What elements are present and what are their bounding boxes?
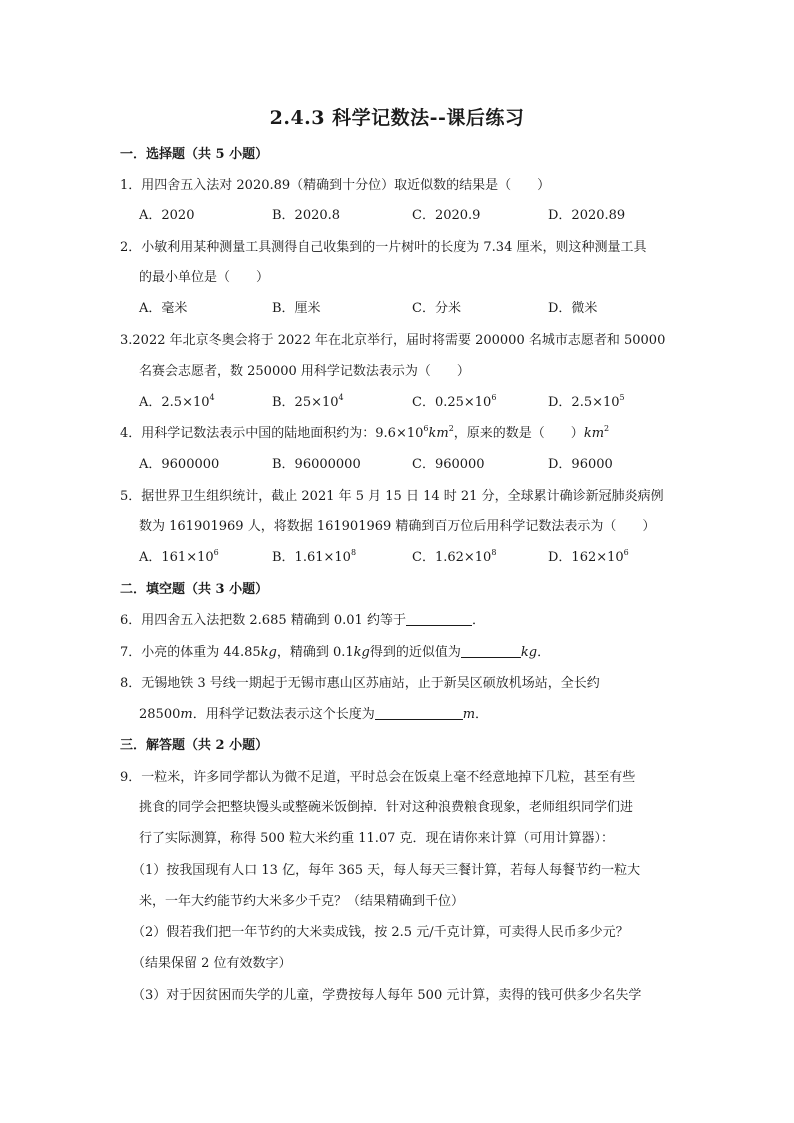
option-d: D．$2.5\times 10^5$ <box>548 393 625 410</box>
option-c: C．2020.9 <box>412 208 481 223</box>
option-b: B．厘米 <box>272 301 321 316</box>
question-9-part-1-line-1: （1）按我国现有人口 13 亿，每年 365 天，每人每天三餐计算，若每人每餐节约一粒大 <box>132 863 641 878</box>
question-8-line-2: 28500m．用科学记数法表示这个长度为 m． <box>139 707 489 722</box>
option-c: C．$0.25\times 10^6$ <box>412 393 497 410</box>
question-8-line-1: 8．无锡地铁 3 号线一期起于无锡市惠山区苏庙站，止于新吴区硕放机场站，全长约 <box>120 676 600 691</box>
option-a: A．$161\times 10^6$ <box>139 548 219 565</box>
document-title: 2.4.3 科学记数法--课后练习 <box>269 107 525 129</box>
question-7-text: 7．小亮的体重为 44.85kg，精确到 0.1kg得到的近似值为 kg． <box>120 645 551 660</box>
question-4-text: 4．用科学记数法表示中国的陆地面积约为：$9.6\times 10^6km^2$，原来的数是（ ）$km^2$ <box>120 424 610 441</box>
question-9-line-1: 9．一粒米，许多同学都认为微不足道，平时总会在饭桌上毫不经意地掉下几粒，甚至有些 <box>120 770 636 785</box>
option-b: B．$25\times 10^4$ <box>272 393 344 410</box>
section-heading-fill: 二．填空题（共 3 小题） <box>120 582 269 597</box>
option-b: B．2020.8 <box>272 208 341 223</box>
question-9-line-2: 挑食的同学会把整块馒头或整碗米饭倒掉．针对这种浪费粮食现象，老师组织同学们进 <box>139 800 634 815</box>
option-d: D．96000 <box>548 457 613 472</box>
option-b: B．96000000 <box>272 457 361 472</box>
question-9-line-3: 行了实际测算，称得 500 粒大米约重 11.07 克．现在请你来计算（可用计算器）： <box>139 831 615 846</box>
question-5-line-1: 5．据世界卫生组织统计，截止 2021 年 5 月 15 日 14 时 21 分，全球累计确诊新冠肺炎病例 <box>120 489 664 504</box>
option-d: D．$162\times 10^6$ <box>548 548 629 565</box>
option-a: A．毫米 <box>139 301 188 316</box>
option-a: A．2020 <box>139 208 195 223</box>
question-2-line-2: 的最小单位是（ ） <box>139 270 270 285</box>
question-2-line-1: 2．小敏利用某种测量工具测得自己收集到的一片树叶的长度为 7.34 厘米，则这种测量工具 <box>120 240 647 255</box>
question-5-line-2: 数为 161901969 人，将数据 161901969 精确到百万位后用科学记数法表示为（ ） <box>139 519 656 534</box>
question-6-text: 6．用四舍五入法把数 2.685 精确到 0.01 约等于 ． <box>120 613 485 628</box>
option-b: B．$1.61\times 10^8$ <box>272 548 357 565</box>
question-3-line-2: 名赛会志愿者，数 250000 用科学记数法表示为（ ） <box>139 364 470 379</box>
section-heading-choice: 一．选择题（共 5 小题） <box>120 147 269 162</box>
option-d: D．微米 <box>548 301 598 316</box>
answer-blank[interactable] <box>406 612 472 626</box>
question-9-part-2-line-2: （结果保留 2 位有效数字） <box>132 956 292 971</box>
answer-blank[interactable] <box>375 706 463 720</box>
option-a: A．9600000 <box>139 457 220 472</box>
option-d: D．2020.89 <box>548 208 626 223</box>
question-9-part-2-line-1: （2）假若我们把一年节约的大米卖成钱，按 2.5 元/千克计算，可卖得人民币多少元？ <box>132 925 629 940</box>
question-9-part-3-line-1: （3）对于因贫困而失学的儿童，学费按每人每年 500 元计算，卖得的钱可供多少名失学 <box>132 988 642 1003</box>
question-9-part-1-line-2: 米，一年大约能节约大米多少千克？（结果精确到千位） <box>139 894 465 909</box>
option-c: C．分米 <box>412 301 461 316</box>
option-a: A．$2.5\times 10^4$ <box>139 393 215 410</box>
answer-blank[interactable] <box>461 644 521 658</box>
question-1-text: 1．用四舍五入法对 2020.89（精确到十分位）取近似数的结果是（ ） <box>120 178 551 193</box>
option-c: C．$1.62\times 10^8$ <box>412 548 497 565</box>
option-c: C．960000 <box>412 457 485 472</box>
section-heading-answer: 三．解答题（共 2 小题） <box>120 738 269 753</box>
question-3-line-1: 3.2022 年北京冬奥会将于 2022 年在北京举行，届时将需要 200000 名城市志愿者和 50000 <box>120 333 666 348</box>
